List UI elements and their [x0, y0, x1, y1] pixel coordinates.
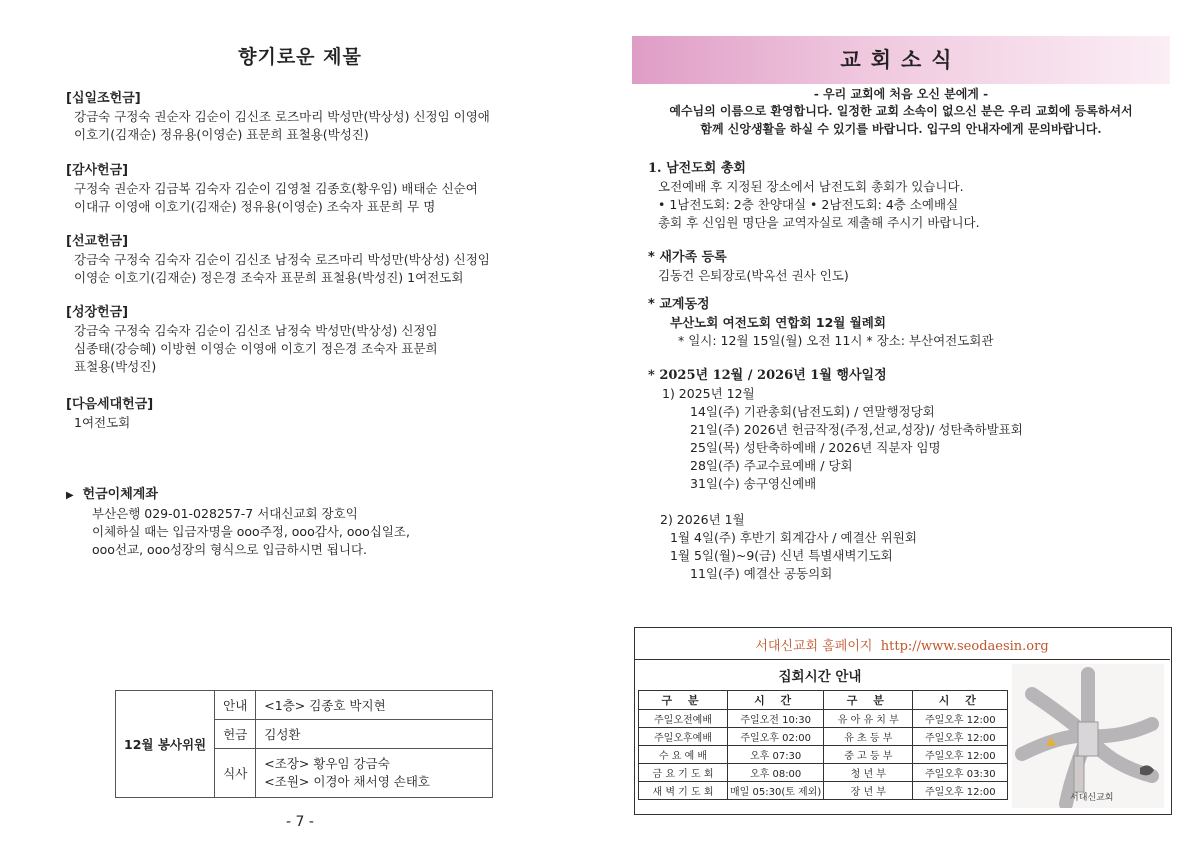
offering-section-mission	[66, 233, 566, 287]
duty-role: 헌금	[215, 720, 256, 749]
table-cell: 주일오후 02:00	[728, 728, 824, 746]
section-title: [선교헌금]	[66, 234, 129, 249]
table-cell: 유 초 등 부	[824, 728, 913, 746]
schedule-item: 1월 4일(주) 후반기 회계감사 / 예결산 위원회	[670, 530, 917, 545]
table-cell: 매일 05:30(토 제외)	[728, 782, 824, 800]
meeting-times-table	[638, 690, 1008, 800]
section-title: [감사헌금]	[66, 163, 129, 178]
table-cell: 주일오후 12:00	[913, 710, 1008, 728]
transfer-title: 헌금이체계좌	[82, 487, 158, 502]
homepage-label: 서대신교회 홈페이지	[755, 639, 873, 654]
news-item-title: 1. 남전도회 총회	[648, 161, 746, 176]
schedule-month-title: 2) 2026년 1월	[660, 512, 745, 527]
news-line: • 1남전도회: 2층 찬양대실 • 2남전도회: 4층 소예배실	[658, 197, 959, 212]
table-row	[639, 746, 1008, 764]
donor-line: 표철용(박성진)	[74, 359, 157, 374]
map-roads-graphic	[1012, 664, 1164, 808]
news-item-mens-assembly	[648, 160, 1178, 232]
news-item-title: * 교계동정	[648, 297, 710, 312]
table-cell: 주일오전예배	[639, 710, 728, 728]
donor-line: 강금숙 구정숙 김숙자 김순이 김신조 남정숙 박성만(박상성) 신정임	[74, 323, 438, 338]
page-number: - 7 -	[286, 814, 314, 830]
duty-names: <1층> 김종호 박지현	[256, 691, 493, 720]
triangle-bullet-icon: ▶	[66, 490, 74, 501]
news-line: * 일시: 12월 15일(월) 오전 11시 * 장소: 부산여전도회관	[678, 333, 994, 348]
table-cell: 수 요 예 배	[639, 746, 728, 764]
table-row	[639, 782, 1008, 800]
section-title: [다음세대헌금]	[66, 397, 154, 412]
duty-names-line: <조원> 이경아 채서영 손태호	[264, 774, 430, 789]
table-row	[639, 764, 1008, 782]
table-header: 구 분	[639, 691, 728, 710]
table-cell: 청 년 부	[824, 764, 913, 782]
duty-names: 김성환	[256, 720, 493, 749]
welcome-message	[632, 102, 1170, 138]
duty-role: 식사	[215, 749, 256, 798]
divider	[634, 659, 1170, 660]
news-line: 오전예배 후 지정된 장소에서 남전도회 총회가 있습니다.	[658, 179, 964, 194]
news-line: 총회 후 신임원 명단을 교역자실로 제출해 주시기 바랍니다.	[658, 215, 980, 230]
table-cell: 주일오후 03:30	[913, 764, 1008, 782]
table-cell: 유 아 유 치 부	[824, 710, 913, 728]
table-cell: 주일오전 10:30	[728, 710, 824, 728]
table-row	[639, 728, 1008, 746]
transfer-line: ooo선교, ooo성장의 형식으로 입금하시면 됩니다.	[92, 542, 368, 557]
meeting-times-title: 집회시간 안내	[778, 669, 862, 685]
table-cell: 주일오후예배	[639, 728, 728, 746]
duty-names	[256, 749, 493, 798]
service-volunteer-table	[115, 690, 493, 798]
donor-line: 1여전도회	[74, 415, 131, 430]
schedule-item: 11일(주) 예결산 공동의회	[690, 566, 833, 581]
location-map	[1012, 664, 1164, 808]
news-item-schedule	[648, 367, 1178, 583]
table-cell: 주일오후 12:00	[913, 728, 1008, 746]
schedule-item: 14일(주) 기관총회(남전도회) / 연말행정당회	[690, 404, 935, 419]
table-cell: 장 년 부	[824, 782, 913, 800]
bank-transfer-info	[66, 486, 586, 559]
table-header: 구 분	[824, 691, 913, 710]
news-item-church-news	[648, 296, 1178, 350]
left-page-title: 향기로운 제물	[238, 46, 362, 68]
news-item-title: * 2025년 12월 / 2026년 1월 행사일정	[648, 368, 887, 383]
offering-section-thanks	[66, 162, 566, 216]
donor-line: 이영순 이호기(김재순) 정은경 조숙자 표문희 표철용(박성진) 1여전도회	[74, 270, 464, 285]
section-title: [성장헌금]	[66, 305, 129, 320]
table-header: 시 간	[728, 691, 824, 710]
table-cell: 중 고 등 부	[824, 746, 913, 764]
offering-section-growth	[66, 304, 566, 376]
schedule-item: 21일(주) 2026년 헌금작정(주정,선교,성장)/ 성탄축하발표회	[690, 422, 1023, 437]
welcome-subtitle: - 우리 교회에 처음 오신 분에게 -	[813, 87, 989, 101]
table-cell: 주일오후 12:00	[913, 746, 1008, 764]
news-line: 부산노회 여전도회 연합회 12월 월례회	[670, 315, 886, 330]
map-label: 서대신교회	[1070, 793, 1114, 803]
table-cell: 주일오후 12:00	[913, 782, 1008, 800]
transfer-line: 부산은행 029-01-028257-7 서대신교회 장호익	[92, 506, 358, 521]
schedule-item: 31일(수) 송구영신예배	[690, 476, 817, 491]
table-header: 시 간	[913, 691, 1008, 710]
news-banner-title: 교회소식	[840, 47, 962, 72]
table-row	[639, 710, 1008, 728]
schedule-item: 1월 5일(월)~9(금) 신년 특별새벽기도회	[670, 548, 893, 563]
duty-label: 12월 봉사위원	[116, 691, 215, 798]
offering-section-next-generation	[66, 396, 566, 432]
homepage-line	[634, 635, 1170, 654]
table-cell: 새 벽 기 도 회	[639, 782, 728, 800]
welcome-line: 예수님의 이름으로 환영합니다. 일정한 교회 소속이 없으신 분은 우리 교회에 등록하셔서	[669, 104, 1133, 118]
donor-line: 심종태(강승혜) 이방현 이영순 이영애 이호기 정은경 조숙자 표문희	[74, 341, 438, 356]
duty-role: 안내	[215, 691, 256, 720]
schedule-month-title: 1) 2025년 12월	[662, 386, 755, 401]
news-item-new-family	[648, 249, 1178, 285]
donor-line: 이대규 이영애 이호기(김재순) 정유용(이영순) 조숙자 표문희 무 명	[74, 199, 436, 214]
duty-names-line: <조장> 황우임 강금숙	[264, 756, 390, 771]
news-item-title: * 새가족 등록	[648, 250, 727, 265]
donor-line: 강금숙 구정숙 권순자 김순이 김신조 로즈마리 박성만(박상성) 신정임 이영애	[74, 109, 490, 124]
homepage-link[interactable]: http://www.seodaesin.org	[880, 639, 1049, 654]
table-cell: 오후 07:30	[728, 746, 824, 764]
table-cell: 오후 08:00	[728, 764, 824, 782]
donor-line: 이호기(김재순) 정유용(이영순) 표문희 표철용(박성진)	[74, 127, 369, 142]
donor-line: 구정숙 권순자 김금복 김숙자 김순이 김영철 김종호(황우임) 배태순 신순여	[74, 181, 478, 196]
donor-line: 강금숙 구정숙 김숙자 김순이 김신조 남정숙 로즈마리 박성만(박상성) 신정임	[74, 252, 490, 267]
table-cell: 금 요 기 도 회	[639, 764, 728, 782]
offering-section-tithe	[66, 90, 566, 144]
schedule-item: 25일(목) 성탄축하예배 / 2026년 직분자 임명	[690, 440, 941, 455]
section-title: [십일조헌금]	[66, 91, 141, 106]
transfer-line: 이체하실 때는 입금자명을 ooo주정, ooo감사, ooo십일조,	[92, 524, 410, 539]
welcome-line: 함께 신앙생활을 하실 수 있기를 바랍니다. 입구의 안내자에게 문의바랍니다.	[700, 122, 1102, 136]
schedule-item: 28일(주) 주교수료예배 / 당회	[690, 458, 853, 473]
news-line: 김동건 은퇴장로(박옥선 권사 인도)	[658, 268, 849, 283]
